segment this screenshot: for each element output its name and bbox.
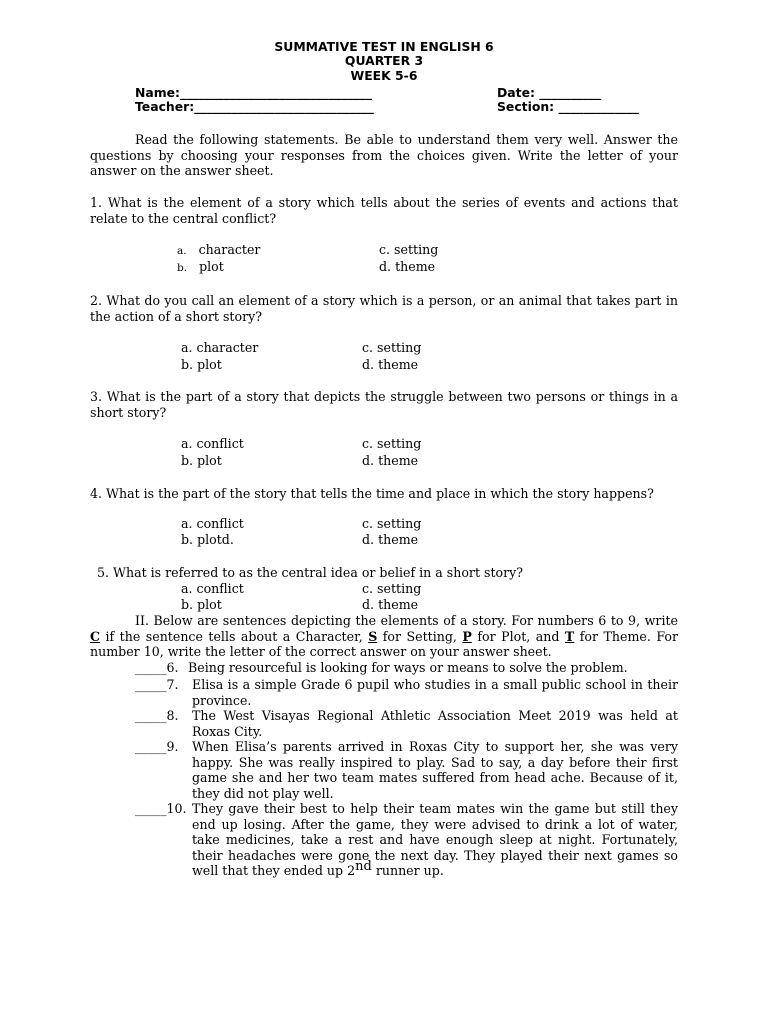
q5-choice-b: b. plot	[181, 597, 222, 612]
item-7-text: Elisa is a simple Grade 6 pupil who studies in a small public school in their province.	[192, 677, 678, 708]
part2-instructions: II. Below are sentences depicting the elements of a story. For numbers 6 to 9, write C if the sentence tells about a Character, S for Setting, P for Plot, and T for Theme. For number 10, write the letter of the correct answer on your answer sheet.	[90, 613, 678, 659]
item-6	[135, 660, 678, 676]
date-field[interactable]: Date: __________	[497, 85, 602, 100]
question-2: 2. What do you call an element of a story which is a person, or an animal that takes part in the action of a short story?	[90, 293, 678, 324]
name-field[interactable]: Name:_______________________________	[135, 85, 373, 100]
answer-blank-8[interactable]: _____8.	[135, 708, 179, 723]
q4-choice-a: a. conflict	[181, 516, 244, 531]
q2-choice-d: d. theme	[362, 357, 419, 372]
letter-p: P	[462, 628, 472, 644]
q3-choice-a: a. conflict	[181, 436, 244, 451]
item-9	[135, 739, 678, 801]
q4-choice-b: b. plotd.	[181, 532, 234, 547]
question-3: 3. What is the part of a story that depicts the struggle between two persons or things in a short story?	[90, 389, 678, 420]
q1-choice-a: a. character	[177, 242, 261, 257]
q3-choice-b: b. plot	[181, 453, 222, 468]
q5-choice-a: a. conflict	[181, 581, 244, 596]
ordinal-suffix: nd	[355, 859, 372, 874]
item-8-text: The West Visayas Regional Athletic Association Meet 2019 was held at Roxas City.	[192, 708, 678, 739]
test-title: SUMMATIVE TEST IN ENGLISH 6	[274, 39, 494, 54]
question-1: 1. What is the element of a story which tells about the series of events and actions that relate to the central conflict?	[90, 195, 678, 226]
q2-choice-c: c. setting	[362, 340, 422, 355]
answer-blank-10[interactable]: _____10.	[135, 801, 187, 816]
question-4: 4. What is the part of the story that tells the time and place in which the story happens?	[90, 486, 654, 501]
teacher-field[interactable]: Teacher:_____________________________	[135, 99, 374, 114]
answer-blank-7[interactable]: _____7.	[135, 677, 179, 692]
item-10	[135, 801, 678, 879]
q1-choice-c: c. setting	[379, 242, 439, 257]
q4-choice-d: d. theme	[362, 532, 419, 547]
item-7	[135, 677, 678, 708]
instructions: Read the following statements. Be able to understand them very well. Answer the questions by choosing your responses from the choices given. Write the letter of your answer on the answer sheet.	[90, 132, 678, 178]
q4-choice-c: c. setting	[362, 516, 422, 531]
q2-choice-b: b. plot	[181, 357, 222, 372]
question-5: 5. What is referred to as the central idea or belief in a short story?	[97, 565, 524, 580]
letter-t: T	[564, 628, 575, 644]
section-field[interactable]: Section: _____________	[497, 99, 639, 114]
answer-blank-6[interactable]: _____6.	[135, 660, 179, 675]
item-10-text: They gave their best to help their team mates win the game but still they end up losing. After the game, they were advised to drink a lot of water, take medicines, take a rest and have enough sleep at night. Fortunately, their headaches were gone the next day. They played their next games so well that they ended up 2nd runner up.	[192, 801, 678, 878]
letter-s: S	[368, 628, 378, 644]
item-9-text: When Elisa’s parents arrived in Roxas City to support her, she was very happy. She was really inspired to play. Sad to say, a day before their first game she and her two team mates suffered from head ache. Because of it, they did not play well.	[192, 739, 678, 801]
q3-choice-d: d. theme	[362, 453, 419, 468]
q5-choice-c: c. setting	[362, 581, 422, 596]
item-6-text: Being resourceful is looking for ways or means to solve the problem.	[188, 660, 628, 675]
q1-choice-d: d. theme	[379, 259, 436, 274]
answer-blank-9[interactable]: _____9.	[135, 739, 179, 754]
item-8	[135, 708, 678, 739]
week-label: WEEK 5-6	[350, 68, 418, 83]
quarter-label: QUARTER 3	[344, 53, 424, 68]
q5-choice-d: d. theme	[362, 597, 419, 612]
q2-choice-a: a. character	[181, 340, 259, 355]
q1-choice-b: b. plot	[177, 259, 224, 274]
q3-choice-c: c. setting	[362, 436, 422, 451]
letter-c: C	[90, 628, 101, 644]
